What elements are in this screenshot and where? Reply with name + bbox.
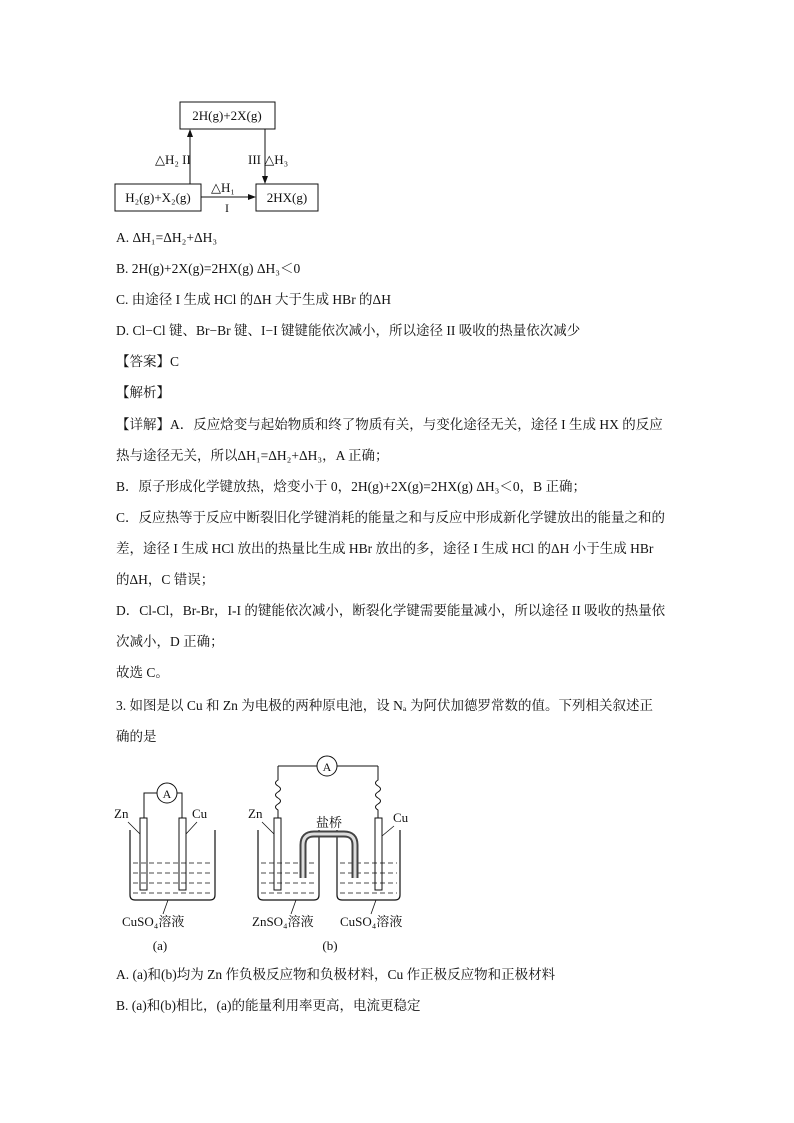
zn-electrode-a bbox=[140, 818, 147, 890]
analysis-line-1: 【详解】A．反应焓变与起始物质和终了物质有关，与变化途径无关，途径 I 生成 HX 的反应 bbox=[116, 417, 663, 432]
coil-left bbox=[276, 766, 281, 818]
salt-bridge-label: 盐桥 bbox=[315, 815, 343, 830]
cu-electrode-b bbox=[375, 818, 382, 890]
analysis-line-5: 差，途径 I 生成 HCl 放出的热量比生成 HBr 放出的多，途径 I 生成 HCl 的ΔH 小于生成 HBr bbox=[116, 541, 654, 556]
path-iii-label: III △H₃ bbox=[248, 152, 289, 167]
analysis-line-3: B．原子形成化学键放热，焓变小于 0，2H(g)+2X(g)=2HX(g) ΔH₃＜0，B 正确； bbox=[116, 479, 586, 494]
q2-option-d: D. Cl−Cl 键、Br−Br 键、I−I 键键能依次减小，所以途径 II 吸收的热量依次减少 bbox=[116, 323, 581, 338]
salt-bridge bbox=[303, 834, 355, 878]
cu-electrode-a bbox=[179, 818, 186, 890]
analysis-line-7: D．Cl-Cl，Br-Br，I-I 的键能依次减小，断裂化学键需要能量减小，所以途径 II 吸收的热量依 bbox=[116, 603, 666, 618]
q3-option-a: A. (a)和(b)均为 Zn 作负极反应物和负极材料，Cu 作正极反应物和正极材料 bbox=[116, 967, 556, 982]
solution-b-left-label: ZnSO₄溶液 bbox=[252, 914, 314, 929]
path-i-dh: △H₁ bbox=[211, 180, 235, 195]
analysis-heading: 【解析】 bbox=[116, 385, 170, 400]
analysis-line-6: 的ΔH，C 错误； bbox=[116, 572, 215, 587]
cell-b bbox=[248, 756, 409, 953]
beaker-b-right bbox=[337, 830, 400, 900]
ammeter-a-label: A bbox=[162, 787, 172, 801]
zn-electrode-b bbox=[274, 818, 281, 890]
answer: 【答案】C bbox=[116, 354, 180, 369]
arrow-path-ii-head bbox=[187, 129, 193, 137]
arrow-path-i-head bbox=[248, 194, 256, 200]
zn-label-b: Zn bbox=[248, 806, 263, 821]
coil-right bbox=[376, 766, 381, 818]
q3-stem-line-1: 3. 如图是以 Cu 和 Zn 为电极的两种原电池，设 Nₐ 为阿伏加德罗常数的值。下列相关叙述正 bbox=[116, 698, 653, 713]
energy-cycle-diagram bbox=[100, 95, 340, 220]
q2-option-b: B. 2H(g)+2X(g)=2HX(g) ΔH₃＜0 bbox=[116, 261, 301, 276]
solution-b-right-label: CuSO₄溶液 bbox=[340, 914, 403, 929]
ammeter-b-label: A bbox=[322, 760, 332, 774]
analysis-line-4: C．反应热等于反应中断裂旧化学键消耗的能量之和与反应中形成新化学键放出的能量之和的 bbox=[116, 510, 666, 525]
cell-b-label: (b) bbox=[322, 938, 338, 953]
q3-option-b: B. (a)和(b)相比，(a)的能量利用率更高，电流更稳定 bbox=[116, 998, 421, 1013]
path-ii-label: △H₂ II bbox=[155, 152, 191, 167]
left-box-text: H₂(g)+X₂(g) bbox=[125, 190, 191, 205]
analysis-line-2: 热与途径无关，所以ΔH₁=ΔH₂+ΔH₃，A 正确； bbox=[116, 448, 389, 463]
analysis-line-9: 故选 C。 bbox=[116, 665, 169, 680]
path-i-roman: I bbox=[225, 201, 229, 215]
cu-label-a: Cu bbox=[192, 806, 208, 821]
q2-option-a: A. ΔH₁=ΔH₂+ΔH₃ bbox=[116, 230, 218, 245]
wire-a-left bbox=[144, 793, 157, 818]
wire-a-right bbox=[177, 793, 182, 818]
arrow-path-iii-head bbox=[262, 176, 268, 184]
q2-option-c: C. 由途径 I 生成 HCl 的ΔH 大于生成 HBr 的ΔH bbox=[116, 292, 391, 307]
galvanic-cell-diagram bbox=[100, 750, 430, 960]
solution-a-label: CuSO₄溶液 bbox=[122, 914, 185, 929]
cu-label-b: Cu bbox=[393, 810, 409, 825]
cell-a-label: (a) bbox=[152, 938, 168, 953]
q3-stem-line-2: 确的是 bbox=[116, 729, 157, 744]
beaker-b-left bbox=[258, 830, 319, 900]
right-box-text: 2HX(g) bbox=[266, 190, 308, 205]
zn-label-a: Zn bbox=[114, 806, 129, 821]
top-box-text: 2H(g)+2X(g) bbox=[192, 108, 262, 123]
analysis-line-8: 次减小，D 正确； bbox=[116, 634, 224, 649]
cell-a bbox=[114, 783, 215, 953]
